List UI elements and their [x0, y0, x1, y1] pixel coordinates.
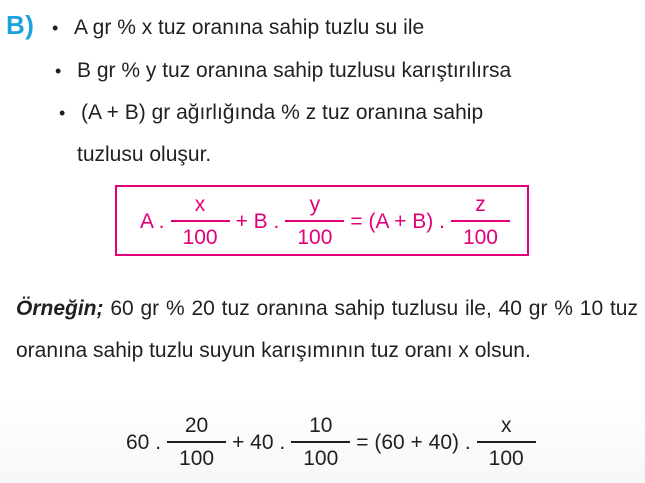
bullet-icon: • — [52, 18, 59, 38]
mixing-formula — [138, 193, 514, 250]
bullet-item-1 — [52, 14, 424, 42]
formula-fraction-20 — [167, 414, 226, 471]
bullet-item-2 — [55, 57, 511, 85]
fraction-denominator: 100 — [291, 441, 350, 471]
bullet-text: A gr % x tuz oranına sahip tuzlu su ile — [74, 16, 425, 39]
bullet-text: (A + B) gr ağırlığında % z tuz oranına sahip — [81, 101, 484, 124]
example-formula — [124, 414, 540, 471]
formula-fraction-10 — [291, 414, 350, 471]
section-label: B) — [6, 10, 35, 40]
example-paragraph — [16, 288, 638, 372]
formula-term1-coef: 60 . — [126, 430, 162, 454]
example-lead: Örneğin; — [16, 297, 104, 320]
formula-fraction-z — [451, 193, 510, 250]
bullet-text: B gr % y tuz oranına sahip tuzlusu karıştırılırsa — [77, 59, 512, 82]
formula-plus: + 40 . — [232, 430, 286, 454]
formula-plus: + B . — [235, 209, 280, 233]
bullet-item-3 — [59, 99, 483, 127]
formula-equals: = (60 + 40) . — [356, 430, 471, 454]
formula-equals: = (A + B) . — [350, 209, 445, 233]
formula-fraction-y — [285, 193, 344, 250]
formula-fraction-x — [477, 414, 536, 471]
fraction-denominator: 100 — [171, 220, 230, 250]
example-text: 60 gr % 20 tuz oranına sahip tuzlusu ile, 40 gr % 10 tuz oranına sahip tuzlu suyun karışımının tuz oranı x olsun. — [16, 297, 638, 362]
fraction-denominator: 100 — [285, 220, 344, 250]
fraction-denominator: 100 — [477, 441, 536, 471]
bullet-continuation: tuzlusu oluşur. — [77, 143, 212, 166]
fraction-numerator: x — [500, 414, 512, 437]
fraction-numerator: x — [194, 193, 206, 216]
fraction-denominator: 100 — [451, 220, 510, 250]
formula-fraction-x — [171, 193, 230, 250]
bullet-icon: • — [59, 103, 66, 123]
fraction-numerator: y — [309, 193, 321, 216]
bullet-icon: • — [55, 61, 62, 81]
fraction-numerator: 20 — [184, 414, 209, 437]
fraction-numerator: z — [475, 193, 486, 216]
formula-term1-coef: A . — [140, 209, 165, 233]
fraction-numerator: 10 — [309, 414, 333, 437]
fraction-denominator: 100 — [167, 441, 226, 471]
